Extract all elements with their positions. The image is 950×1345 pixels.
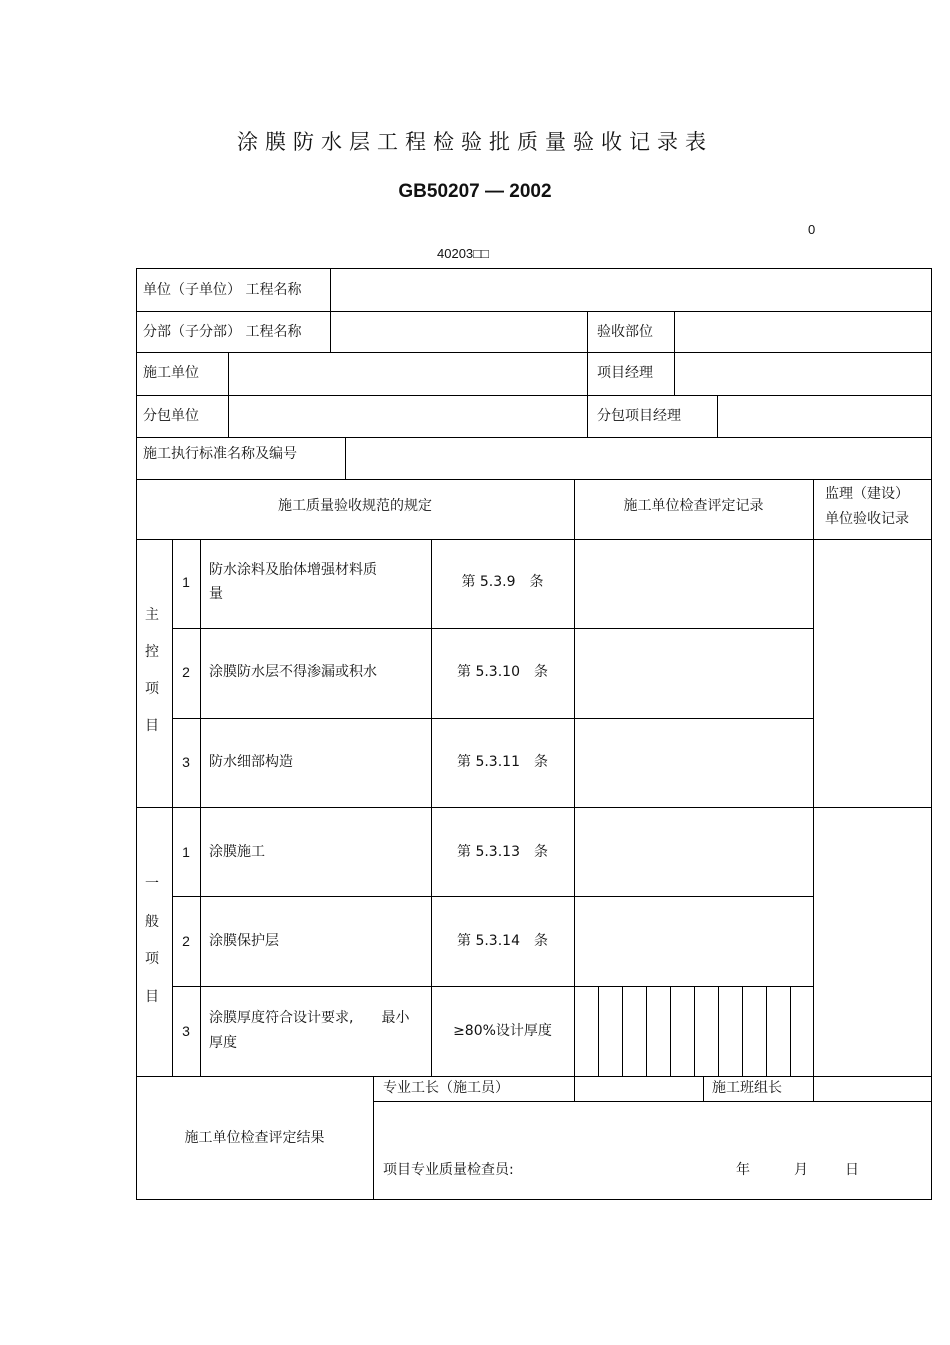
year-label: 年 <box>736 1162 750 1178</box>
clause: 第 5.3.11 条 <box>457 754 548 770</box>
form-title: 涂膜防水层工程检验批质量验收记录表 <box>237 130 713 154</box>
form-code: 40203□□ <box>437 246 489 261</box>
clause: 第 5.3.14 条 <box>457 933 548 949</box>
clause: 第 5.3.10 条 <box>457 664 548 680</box>
standard-name-label: 施工执行标准名称及编号 <box>143 446 297 462</box>
result-label: 施工单位检查评定结果 <box>184 1130 325 1146</box>
clause: ≥80%设计厚度 <box>453 1023 552 1039</box>
subcontractor-label: 分包单位 <box>143 408 199 424</box>
contractor-check-header: 施工单位检查评定记录 <box>623 498 764 514</box>
clause: 第 5.3.9 条 <box>461 574 544 590</box>
clause: 第 5.3.13 条 <box>457 844 548 860</box>
inspector-label: 项目专业质量检查员: <box>383 1162 514 1178</box>
supervision-header-line1: 监理（建设） <box>825 486 909 502</box>
day-label: 日 <box>845 1162 859 1178</box>
form-code-prefix: 0 <box>808 222 816 237</box>
foreman-label: 专业工长（施工员） <box>383 1080 509 1096</box>
supervision-header-line2: 单位验收记录 <box>825 511 909 527</box>
team-leader-label: 施工班组长 <box>712 1080 782 1096</box>
acceptance-part-label: 验收部位 <box>597 324 653 340</box>
project-manager-label: 项目经理 <box>597 365 653 381</box>
standard-number: GB50207 — 2002 <box>398 181 552 202</box>
sub-project-manager-label: 分包项目经理 <box>597 408 681 424</box>
sub-project-label: 分部（子分部） 工程名称 <box>143 324 302 340</box>
contractor-label: 施工单位 <box>143 365 199 381</box>
spec-header: 施工质量验收规范的规定 <box>278 498 432 514</box>
month-label: 月 <box>794 1162 808 1178</box>
unit-project-label: 单位（子单位） 工程名称 <box>143 282 302 298</box>
